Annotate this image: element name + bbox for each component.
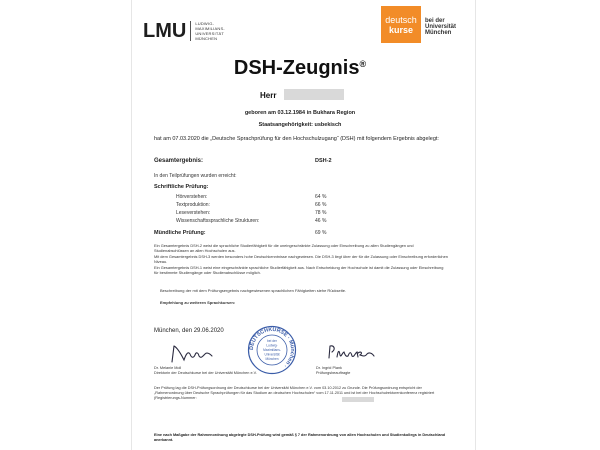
lmu-wordmark xyxy=(195,21,225,41)
affiliation-line: Universität xyxy=(425,24,457,30)
explanation-paragraphs xyxy=(154,243,448,276)
intro-text: hat am 07.03.2020 die „Deutsche Sprachprüfung für den Hochschulzugang“ (DSH) mit folgendem Ergebnis abgelegt: xyxy=(154,136,439,142)
affiliation-line: bei der xyxy=(425,18,445,24)
deutschkurse-word: kurse xyxy=(388,24,414,35)
written-part-label: Wissenschaftssprachliche Strukturen: xyxy=(176,218,260,224)
lmu-logo xyxy=(143,21,225,41)
oral-value: 69 % xyxy=(315,230,327,236)
regulation-note xyxy=(154,386,448,401)
registered-mark: ® xyxy=(359,59,367,69)
signature-right xyxy=(327,343,377,361)
seal-inner-line: Ludwig- xyxy=(266,343,278,348)
signatory-name: Dr. Melanie Moll xyxy=(154,366,182,370)
oral-label: Mündliche Prüfung: xyxy=(154,230,206,236)
seal-inner-line: bei der xyxy=(267,339,277,343)
deutschkurse-word: deutsch xyxy=(385,14,417,25)
lmu-line: UNIVERSITÄT xyxy=(195,31,224,36)
redacted-registration xyxy=(342,397,374,402)
recognition-note: Eine nach Maßgabe der Rahmenordnung abgelegte DSH-Prüfung wird gemäß § 7 der Rahmenordnung von allen Hochschulen und Studienkollegs in Deutschland anerkannt. xyxy=(154,433,446,442)
written-part-value: 64 % xyxy=(315,194,327,200)
overall-value: DSH-2 xyxy=(315,158,332,164)
place-date: München, den 29.06.2020 xyxy=(154,328,224,334)
regulation-text: Der Prüfung lag die DSH-Prüfungsordnung der Deutschkurse bei der Universität München e.V. vom 03.10.2012 zu Grunde. Die Prüfungsordnung entspricht der „Rahmenordnung über Deutsche Sprachprüfungen für das Studium an deutschen Hochschulen“ vom 17.11.2011 und ist bei der Hochschulrektorenkonferenz registriert (Registrierungs-Nummer: xyxy=(154,386,435,400)
deutschkurse-box xyxy=(381,6,421,43)
page-title xyxy=(0,57,600,80)
affiliation-line: München xyxy=(425,30,452,36)
overall-label: Gesamtergebnis: xyxy=(154,158,204,164)
signatory-role: Prüfungsbeauftragte xyxy=(316,371,351,375)
written-part-value: 46 % xyxy=(315,218,327,224)
seal-ring-textpath: DEUTSCHKURSE · München · xyxy=(248,326,296,369)
title-text: DSH-Zeugnis xyxy=(233,57,360,79)
seal-inner-line: München xyxy=(265,357,279,361)
explanation-paragraph: Ein Gesamtergebnis DSH-1 weist eine eingeschränkte sprachliche Studierfähigkeit aus. Nach Entscheidung der Hochschule ist damit die Zulassung oder Einschreibung für bestimmte Studiengänge oder Studienabschlüsse möglich. xyxy=(154,265,444,275)
description-note: Beschreibung der mit dem Prüfungsergebnis nachgewiesenen sprachlichen Fähigkeiten siehe Rückseite. xyxy=(160,288,347,293)
written-part-label: Textproduktion: xyxy=(176,202,210,208)
deutschkurse-affiliation xyxy=(425,18,456,36)
lmu-line: MAXIMILIANS- xyxy=(195,26,225,31)
deutschkurse-logo xyxy=(381,6,456,43)
salutation: Herr xyxy=(260,91,277,100)
signatory-name: Dr. Ingrid Plank xyxy=(316,366,342,370)
seal-inner-line: Universität xyxy=(264,352,280,357)
nationality: Staatsangehörigkeit: usbekisch xyxy=(258,122,342,128)
seal-inner-line: Maximilians- xyxy=(263,348,281,352)
explanation-paragraph: Mit dem Gesamtergebnis DSH-3 werden besonders hohe Deutschkenntnisse nachgewiesen. Die DSH-3 liegt über der für die Zulassung oder Einschreibung erforderlichen Niveau. xyxy=(154,254,448,264)
signatory-right xyxy=(316,366,426,376)
written-part-value: 78 % xyxy=(315,210,327,216)
written-part-value: 66 % xyxy=(315,202,327,208)
birth-info: geboren am 03.12.1984 in Bukhara Region xyxy=(244,110,356,116)
signatory-left xyxy=(154,366,314,376)
lmu-mark: LMU xyxy=(143,20,187,42)
written-part-label: Hörverstehen: xyxy=(176,194,208,200)
signature-left xyxy=(168,342,216,364)
lmu-line: MÜNCHEN xyxy=(195,36,218,41)
explanation-paragraph: Ein Gesamtergebnis DSH-2 weist die sprachliche Studierfähigkeit für die uneingeschränkte Zulassung oder Einschreibung zu allen Studiengängen und Studienabschlüssen an allen Hochschulen aus. xyxy=(154,243,414,253)
written-part-label: Leseverstehen: xyxy=(176,210,211,216)
parts-text: In den Teilprüfungen wurden erreicht: xyxy=(154,173,237,179)
lmu-separator xyxy=(190,21,191,41)
lmu-line: LUDWIG- xyxy=(195,21,215,26)
written-label: Schriftliche Prüfung: xyxy=(154,184,209,190)
course-recommendation: Empfehlung zu weiteren Sprachkursen: xyxy=(160,300,236,305)
signatory-role: Direktorin der Deutschkurse bei der Universität München e.V. xyxy=(154,371,257,375)
redacted-name xyxy=(284,89,344,100)
